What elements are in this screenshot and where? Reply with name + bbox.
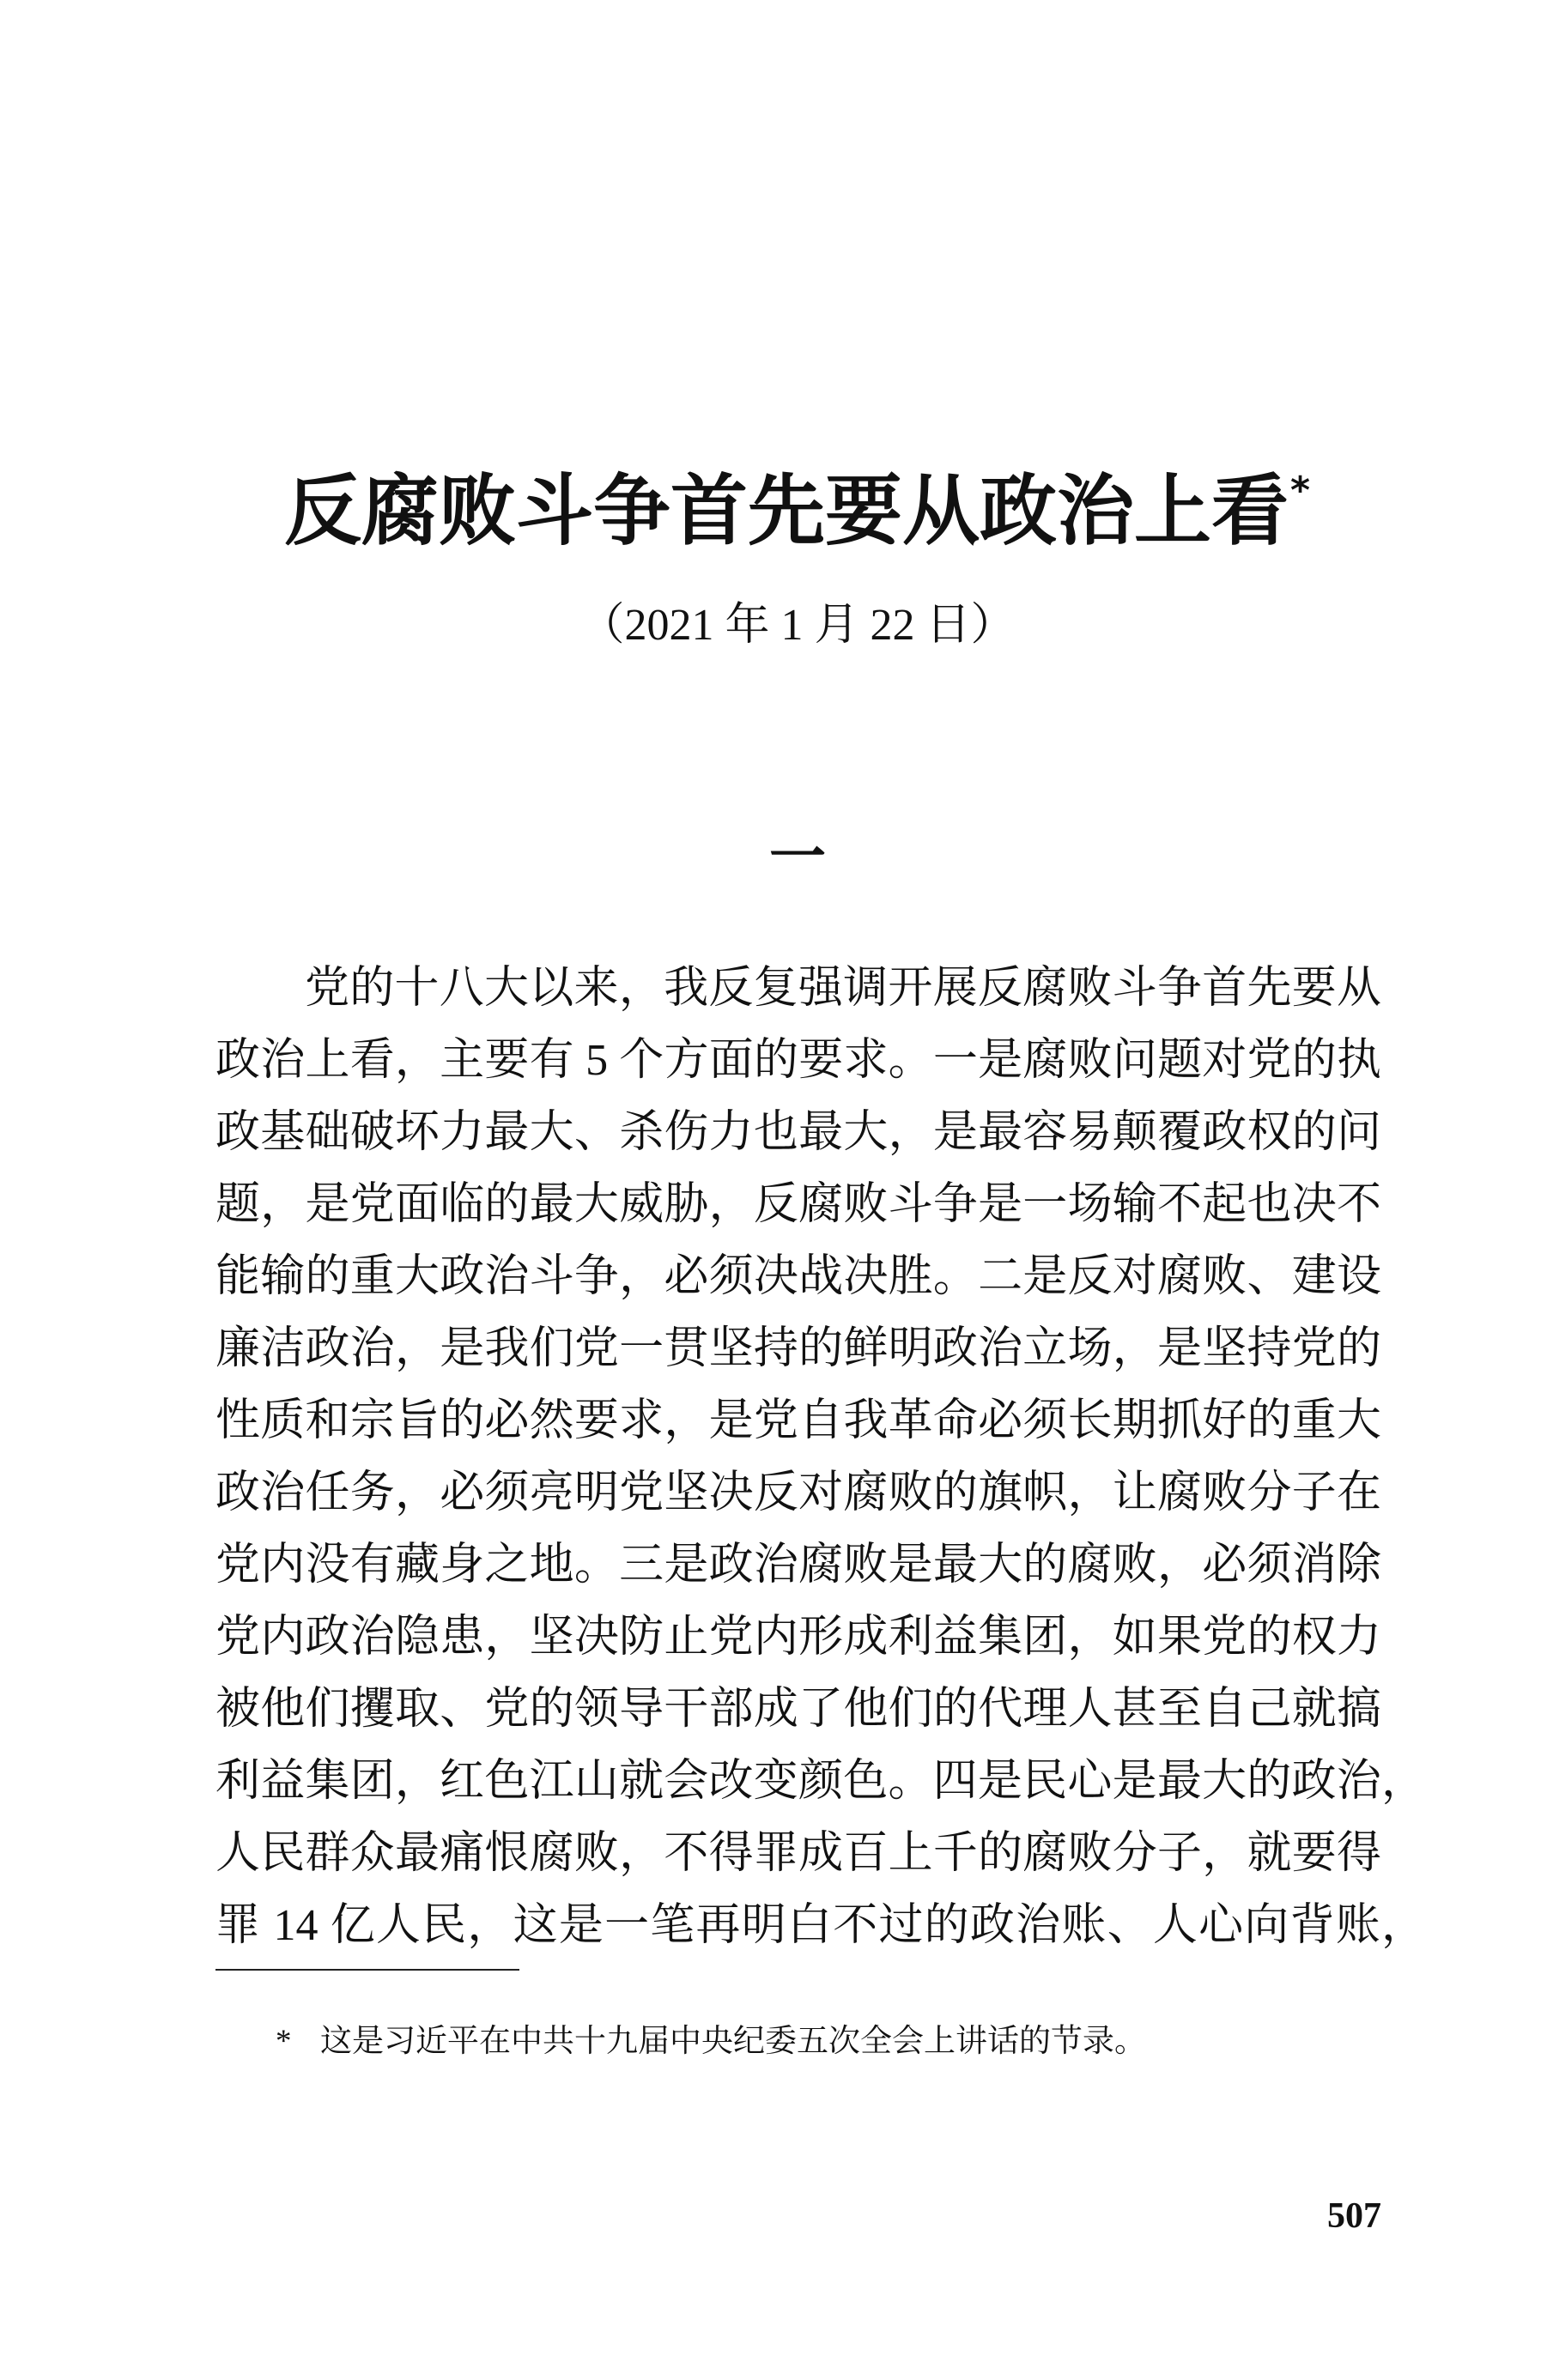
article-title xyxy=(0,463,1541,560)
body-line: 被他们攫取、党的领导干部成了他们的代理人甚至自己就搞 xyxy=(215,1685,1381,1734)
footnote-marker: * xyxy=(276,2024,292,2059)
body-paragraph xyxy=(215,953,1435,1962)
body-line: 罪 14 亿人民，这是一笔再明白不过的政治账、人心向背账， xyxy=(215,1901,1426,1950)
body-line: 性质和宗旨的必然要求，是党自我革命必须长期抓好的重大 xyxy=(215,1396,1381,1445)
body-line: 题，是党面临的最大威胁，反腐败斗争是一场输不起也决不 xyxy=(215,1180,1381,1229)
footnote xyxy=(276,2019,1146,2065)
body-line: 能输的重大政治斗争，必须决战决胜。二是反对腐败、建设 xyxy=(215,1252,1381,1301)
section-number: 一 xyxy=(769,824,826,890)
body-line: 党的十八大以来，我反复强调开展反腐败斗争首先要从 xyxy=(305,964,1381,1013)
body-line: 政治上看，主要有 5 个方面的要求。一是腐败问题对党的执 xyxy=(215,1036,1381,1085)
body-line: 利益集团，红色江山就会改变颜色。四是民心是最大的政治， xyxy=(215,1757,1426,1806)
body-line: 政基础破坏力最大、杀伤力也最大，是最容易颠覆政权的问 xyxy=(215,1108,1381,1157)
page-number: 507 xyxy=(1327,2196,1381,2236)
body-line: 廉洁政治，是我们党一贯坚持的鲜明政治立场，是坚持党的 xyxy=(215,1324,1381,1373)
body-line: 党内没有藏身之地。三是政治腐败是最大的腐败，必须消除 xyxy=(215,1541,1381,1590)
title-footnote-marker: * xyxy=(1289,469,1310,512)
article-date: （2021 年 1 月 22 日） xyxy=(579,601,1016,650)
footnote-divider xyxy=(215,1969,519,1971)
body-line: 政治任务，必须亮明党坚决反对腐败的旗帜，让腐败分子在 xyxy=(215,1469,1381,1517)
article-title-text: 反腐败斗争首先要从政治上看 xyxy=(283,466,1289,556)
footnote-text: 这是习近平在中共十九届中央纪委五次全会上讲话的节录。 xyxy=(320,2024,1146,2059)
body-line: 党内政治隐患，坚决防止党内形成利益集团，如果党的权力 xyxy=(215,1613,1381,1662)
body-line: 人民群众最痛恨腐败，不得罪成百上千的腐败分子，就要得 xyxy=(215,1829,1381,1878)
